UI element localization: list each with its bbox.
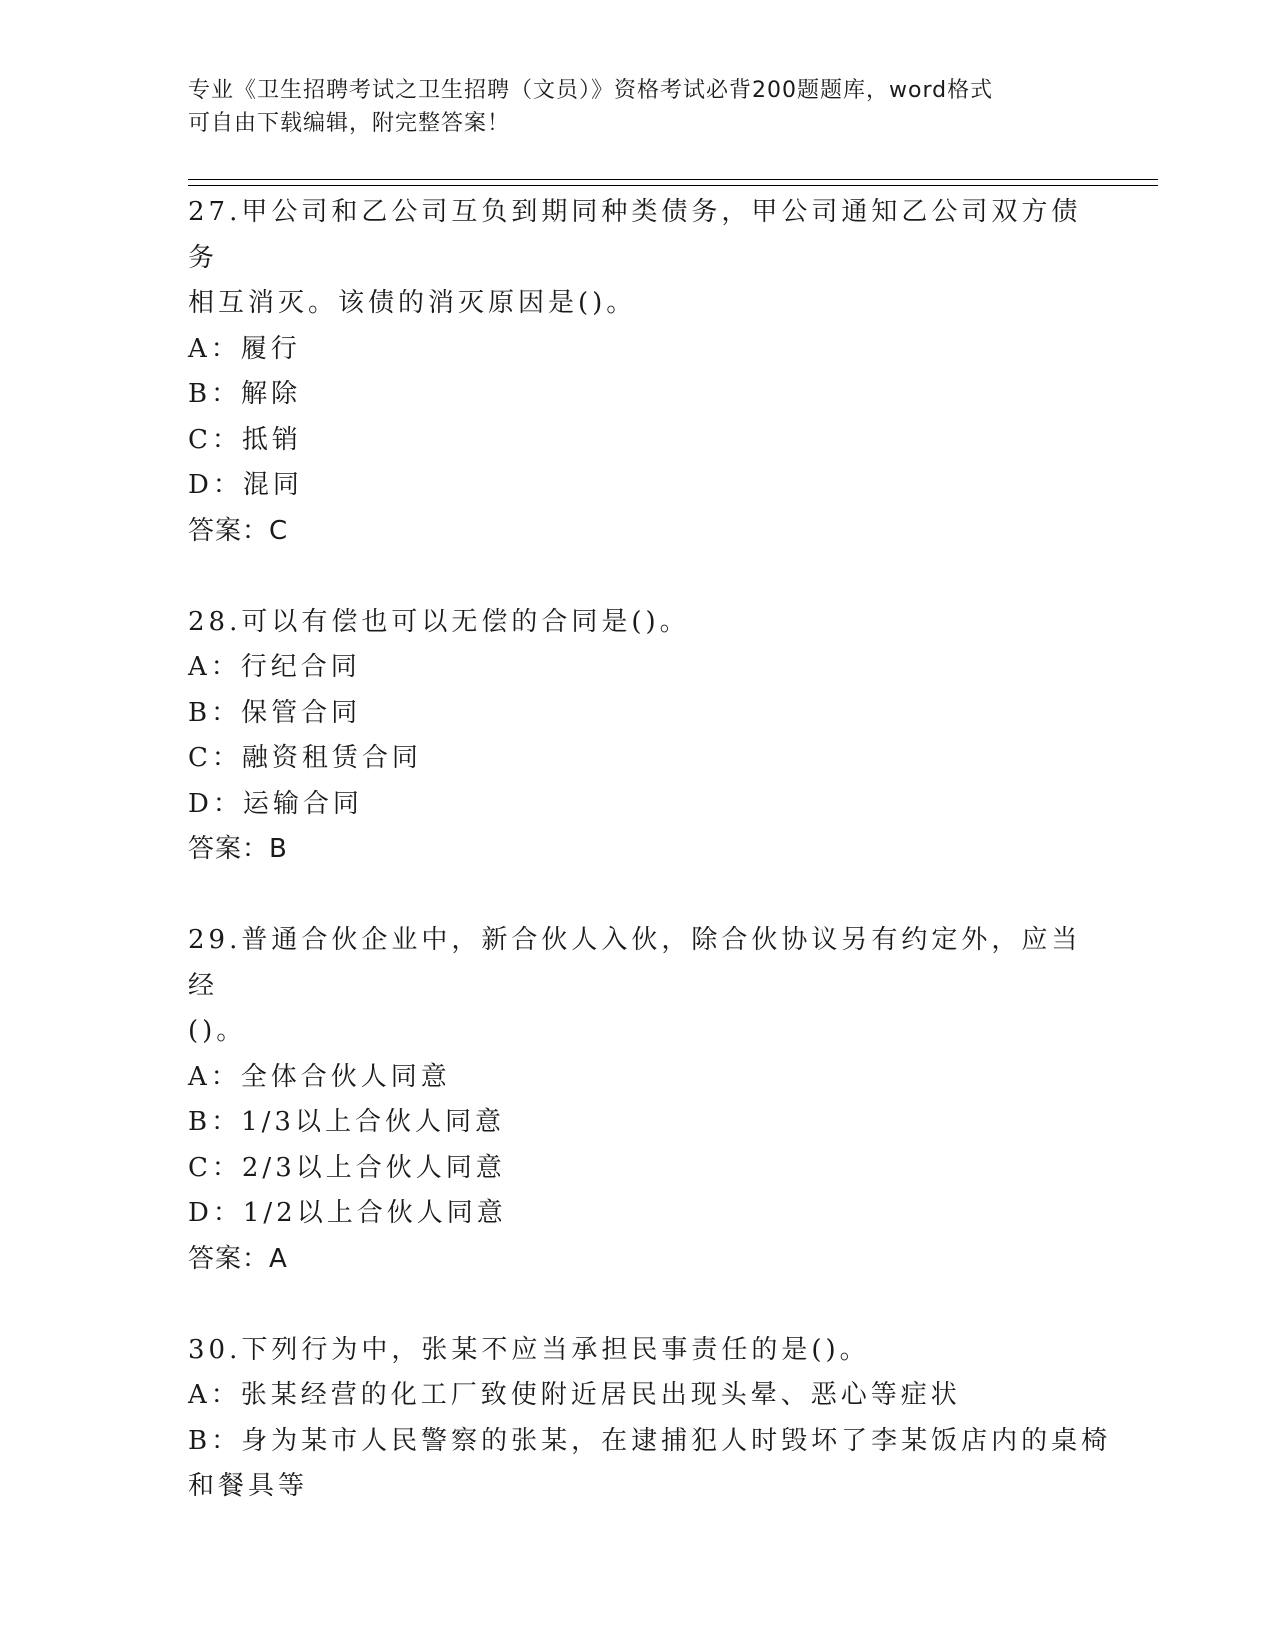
option-d: D：混同 — [188, 470, 303, 500]
option-b: B：保管合同 — [188, 697, 362, 728]
option-d: D：运输合同 — [188, 788, 363, 819]
header-divider-top — [188, 179, 1158, 180]
option-b: B：1/3以上合伙人同意 — [188, 1107, 505, 1137]
answer-line: 答案：C — [188, 515, 289, 546]
document-header — [188, 74, 1088, 140]
question-text-line: ()。 — [188, 1016, 247, 1046]
question-27 — [188, 190, 1088, 554]
option-b-continued: 和餐具等 — [188, 1471, 309, 1501]
question-spacer — [188, 554, 1088, 600]
answer-line: 答案：B — [188, 834, 288, 864]
question-text-line: 30.下列行为中，张某不应当承担民事责任的是()。 — [188, 1334, 870, 1365]
option-c: C：2/3以上合伙人同意 — [188, 1152, 506, 1183]
question-29 — [188, 918, 1088, 1282]
question-list — [188, 190, 1112, 1510]
question-text-line: 27.甲公司和乙公司互负到期同种类债务，甲公司通知乙公司双方债务 — [188, 197, 1082, 273]
answer-line: 答案：A — [188, 1243, 288, 1274]
header-line-2: 可自由下载编辑，附完整答案！ — [188, 111, 511, 136]
question-text-line: 28.可以有偿也可以无偿的合同是()。 — [188, 606, 690, 637]
question-text-line: 相互消灭。该债的消灭原因是()。 — [188, 288, 637, 318]
question-spacer — [188, 1282, 1088, 1328]
question-28 — [188, 600, 1088, 873]
question-text-line: 29.普通合伙企业中，新合伙人入伙，除合伙协议另有约定外，应当经 — [188, 925, 1082, 1001]
header-divider-bottom — [188, 185, 1158, 186]
question-30 — [188, 1328, 1112, 1510]
option-a: A：履行 — [188, 333, 301, 364]
option-a: A：全体合伙人同意 — [188, 1061, 451, 1092]
option-b: B：身为某市人民警察的张某，在逮捕犯人时毁坏了李某饭店内的桌椅 — [188, 1425, 1112, 1456]
option-d: D：1/2以上合伙人同意 — [188, 1198, 507, 1228]
question-spacer — [188, 873, 1088, 919]
option-a: A：行纪合同 — [188, 652, 361, 682]
option-c: C：融资租赁合同 — [188, 743, 422, 773]
option-c: C：抵销 — [188, 424, 302, 455]
option-b: B：解除 — [188, 379, 302, 409]
header-line-1: 专业《卫生招聘考试之卫生招聘（文员）》资格考试必背200题题库，word格式 — [188, 78, 994, 103]
option-a: A：张某经营的化工厂致使附近居民出现头晕、恶心等症状 — [188, 1380, 961, 1410]
